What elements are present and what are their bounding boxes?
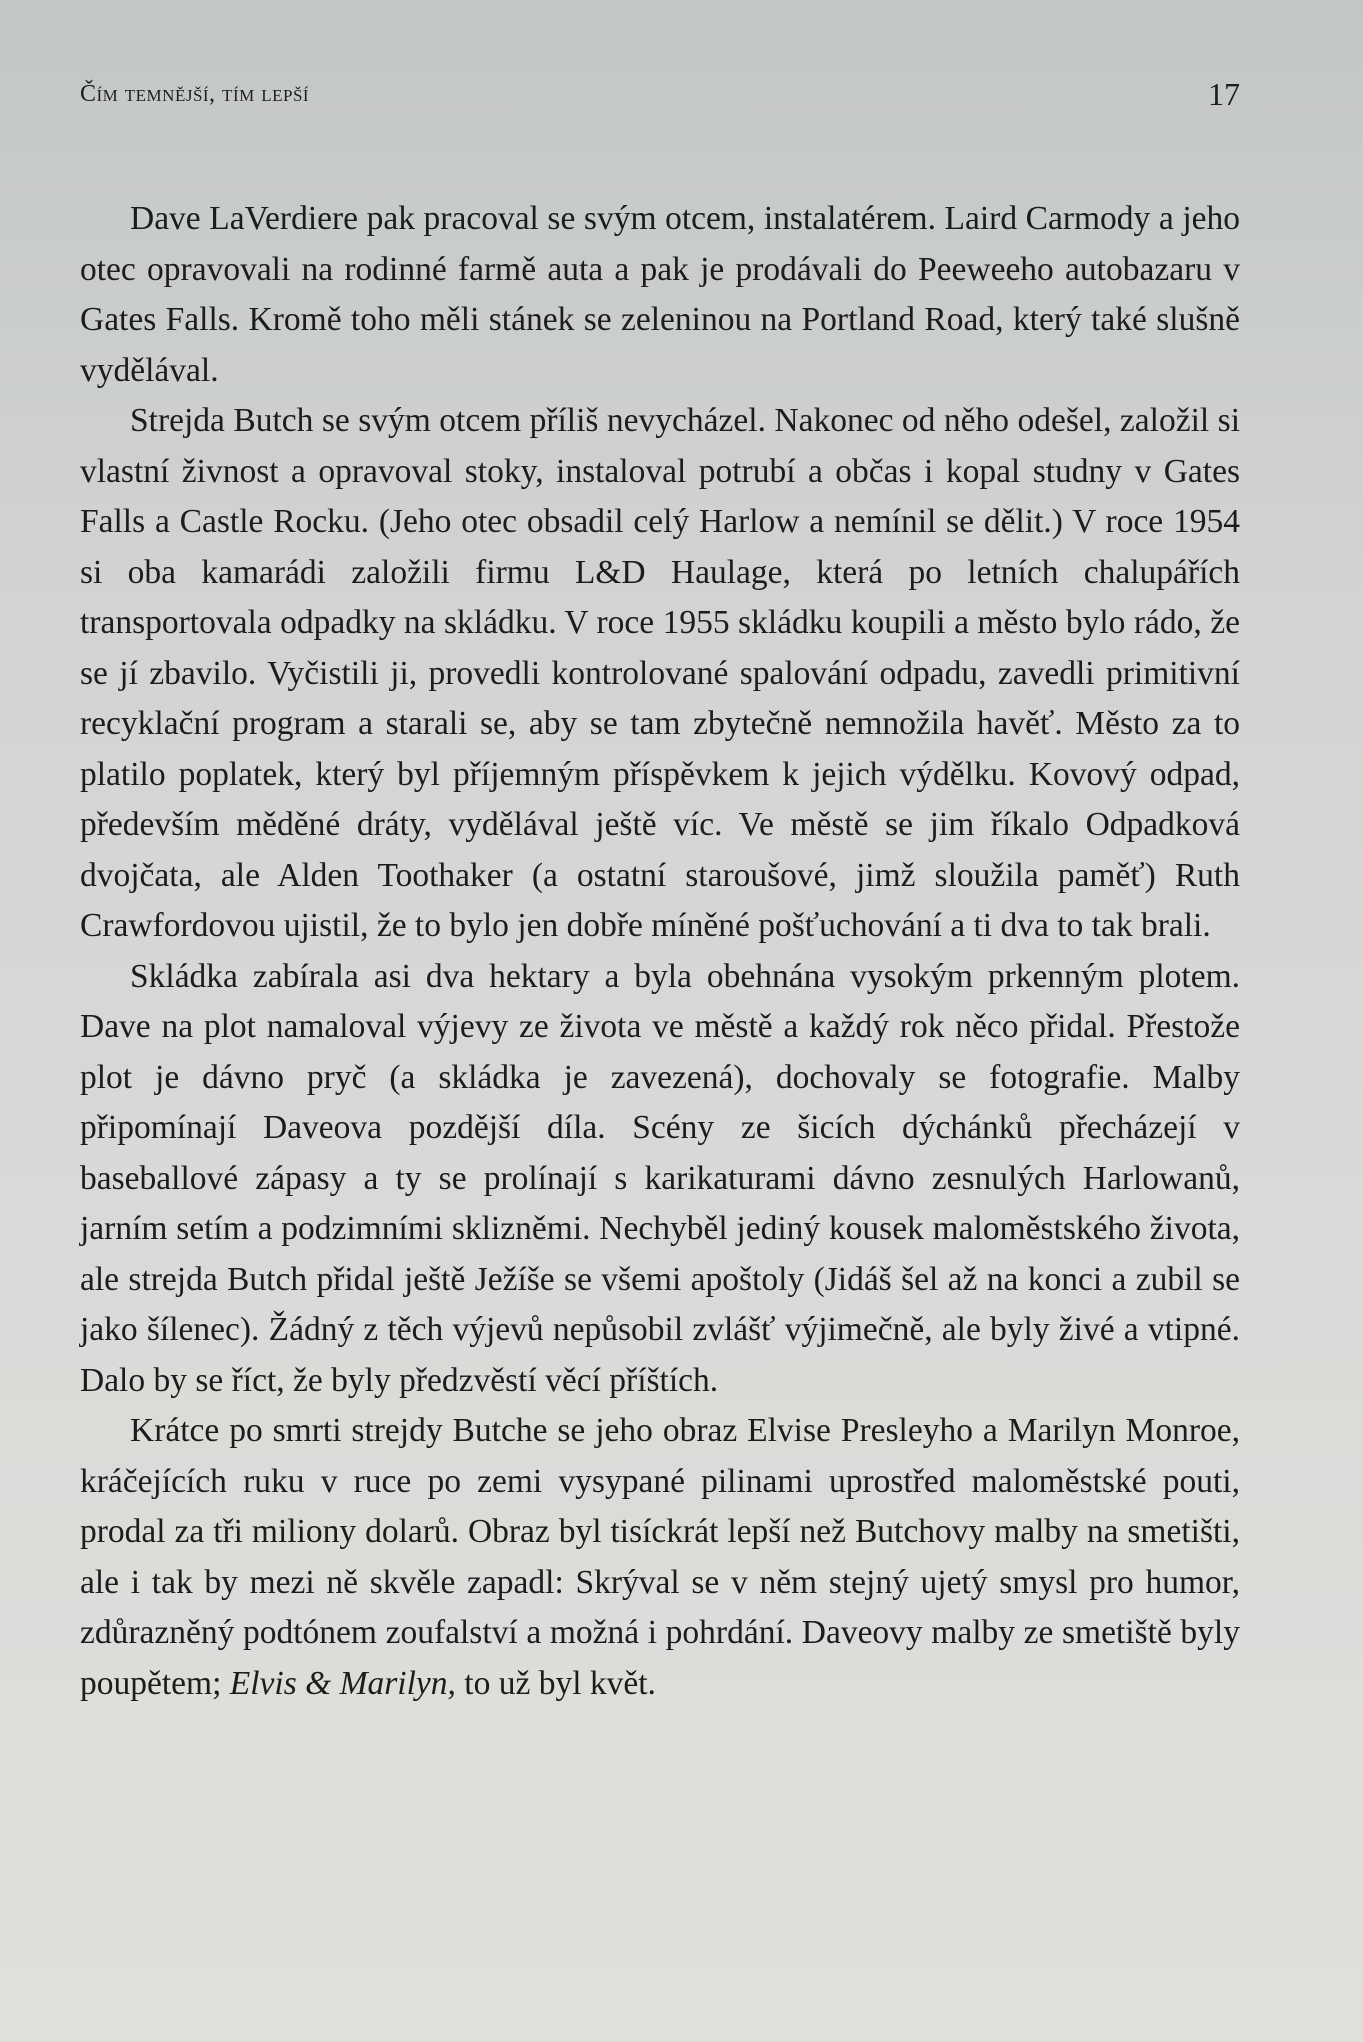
running-header xyxy=(80,70,1240,118)
paragraph-2: Strejda Butch se svým otcem příliš nevycházel. Nakonec od něho odešel, založil si vlastní živnost a opravoval stoky, instaloval potrubí a občas i kopal studny v Gates Falls a Castle Rocku. (Jeho otec obsadil celý Harlow a nemínil se dělit.) V roce 1954 si oba kamarádi založili firmu L&D Haulage, která po letních chalupářích transportovala odpadky na skládku. V roce 1955 skládku koupili a město bylo rádo, že se jí zbavilo. Vyčistili ji, provedli kontrolované spalování odpadu, zavedli primitivní recyklační program a starali se, aby se tam zbytečně nemnožila havěť. Město za to platilo poplatek, který byl příjemným příspěvkem k jejich výdělku. Kovový odpad, především měděné dráty, vydělával ještě víc. Ve městě se jim říkalo Odpadková dvojčata, ale Alden Toothaker (a ostatní staroušové, jimž sloužila paměť) Ruth Crawfordovou ujistil, že to bylo jen dobře míněné pošťuchování a ti dva to tak brali. xyxy=(80,402,1240,944)
paragraph-3: Skládka zabírala asi dva hektary a byla obehnána vysokým prkenným plotem. Dave na plot namaloval výjevy ze života ve městě a každý rok něco přidal. Přestože plot je dávno pryč (a skládka je zavezená), dochovaly se fotografie. Malby připomínají Daveova pozdější díla. Scény ze šicích dýchánků přecházejí v baseballové zápasy a ty se prolínají s karikaturami dávno zesnulých Harlowanů, jarním setím a podzimními sklizněmi. Nechyběl jediný kousek maloměstského života, ale strejda Butch přidal ještě Ježíše se všemi apoštoly (Jidáš šel až na konci a zubil se jako šílenec). Žádný z těch výjevů nepůsobil zvlášť výjimečně, ale byly živé a vtipné. Dalo by se říct, že byly předzvěstí věcí příštích. xyxy=(80,957,1240,1399)
artwork-title: Elvis & Marilyn, xyxy=(229,1664,456,1702)
paragraph-1: Dave LaVerdiere pak pracoval se svým otcem, instalatérem. Laird Carmody a jeho otec opravovali na rodinné farmě auta a pak je prodávali do Peeweeho autobazaru v Gates Falls. Kromě toho měli stánek se zeleninou na Portland Road, který také slušně vydělával. xyxy=(80,200,1240,389)
running-title: Čím temnější, tím lepší xyxy=(80,80,310,107)
body-text xyxy=(80,194,1240,1709)
paragraph-4-tail: to už byl květ. xyxy=(455,1664,656,1702)
page-number: 17 xyxy=(1208,75,1240,112)
paragraph-4 xyxy=(80,1406,1240,1709)
paragraph-4-text: Krátce po smrti strejdy Butche se jeho obraz Elvise Presleyho a Marilyn Monroe, kráčejících ruku v ruce po zemi vysypané pilinami uprostřed maloměstské pouti, prodal za tři miliony dolarů. Obraz byl tisíckrát lepší než Butchovy malby na smetišti, ale i tak by mezi ně skvěle zapadl: Skrýval se v něm stejný ujetý smysl pro humor, zdůrazněný podtónem zoufalství a možná i pohrdání. Daveovy malby ze smetiště byly poupětem; xyxy=(80,1412,1240,1702)
